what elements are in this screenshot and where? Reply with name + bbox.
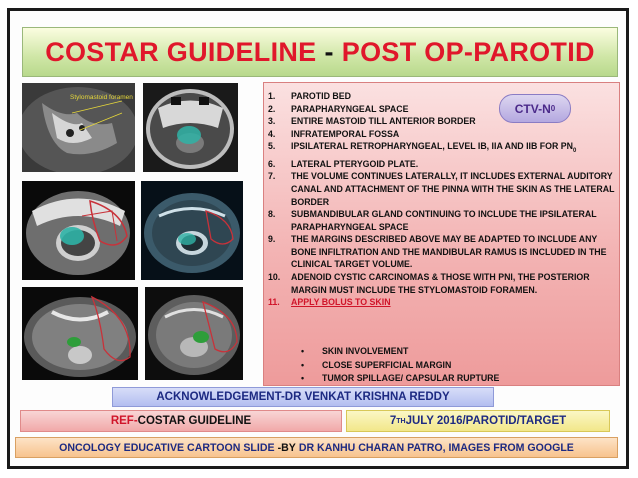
bolus-reason: • TUMOR SPILLAGE/ CAPSULAR RUPTURE [302, 372, 499, 386]
stylomastoid-foramen-label: Stylomastoid foramen [70, 94, 133, 101]
ct-image-skull-base [143, 83, 238, 172]
title-part2: POST OP-PAROTID [341, 36, 595, 67]
footer-part2: -BY [277, 441, 296, 454]
date-banner [346, 410, 610, 432]
date-rest: JULY 2016/PAROTID/TARGET [405, 415, 567, 427]
ct-image-submandibular [145, 287, 243, 380]
bolus-reasons-list [302, 345, 499, 386]
ct-image-parapharyngeal [22, 181, 135, 280]
list-item: 2. PARAPHARYNGEAL SPACE [268, 103, 409, 114]
footer-part1: ONCOLOGY EDUCATIVE CARTOON SLIDE [59, 441, 275, 454]
bolus-reason: • CLOSE SUPERFICIAL MARGIN [302, 359, 499, 373]
list-item: 9. THE MARGINS DESCRIBED ABOVE MAY BE ADAPTED TO INCLUDE ANY BONE INFILTRATION AND THE MANDIBULAR RAMUS IS INCLUDED IN THE CLINICAL TARGET VOLUME. [268, 234, 607, 270]
list-item: 7. THE VOLUME CONTINUES LATERALLY, IT INCLUDES EXTERNAL AUDITORY CANAL AND ATTACHMENT OF THE PINNA WITH THE SKIN AS THE LATERAL BORDER [268, 171, 615, 207]
list-item: 10. ADENOID CYSTIC CARCINOMAS & THOSE WITH PNI, THE POSTERIOR MARGIN MUST INCLUDE THE STYLOMASTOID FORAMEN. [268, 272, 590, 295]
ref-text: COSTAR GUIDELINE [137, 415, 252, 427]
reference-banner [20, 410, 342, 432]
date-suffix: TH [396, 417, 406, 425]
ref-prefix: REF- [110, 415, 138, 427]
footer-banner [15, 437, 618, 458]
list-item: 8. SUBMANDIBULAR GLAND CONTINUING TO INCLUDE THE IPSILATERAL PARAPHARYNGEAL SPACE [268, 209, 597, 232]
list-item: 5. IPSILATERAL RETROPHARYNGEAL, LEVEL IB, IIA AND IIB FOR $PN_0$ [268, 141, 577, 155]
title-part1: COSTAR GUIDELINE [45, 36, 317, 67]
acknowledgement-banner: ACKNOWLEDGEMENT-DR VENKAT KRISHNA REDDY [112, 387, 494, 407]
list-item: 6. LATERAL PTERYGOID PLATE. [268, 158, 419, 169]
list-item: 4. INFRATEMPORAL FOSSA [268, 128, 400, 139]
footer-part3: DR KANHU CHARAN PATRO, IMAGES FROM GOOGLE [298, 441, 574, 454]
guideline-list [268, 90, 618, 309]
slide-title [22, 27, 618, 77]
title-separator: - [324, 36, 334, 67]
date-day: 7 [389, 415, 397, 427]
ctv-subscript: 0 [550, 104, 556, 113]
list-item: 1. PAROTID BED [268, 91, 351, 101]
ct-image-neck-level2 [22, 287, 138, 380]
list-item-bolus: 11. APPLY BOLUS TO SKIN [268, 297, 391, 308]
bolus-reason: • SKIN INVOLVEMENT [302, 345, 499, 359]
ct-image-oropharynx [141, 181, 243, 280]
ctv-text: CTV-N [514, 101, 551, 116]
list-item: 3. ENTIRE MASTOID TILL ANTERIOR BORDER [268, 116, 476, 127]
